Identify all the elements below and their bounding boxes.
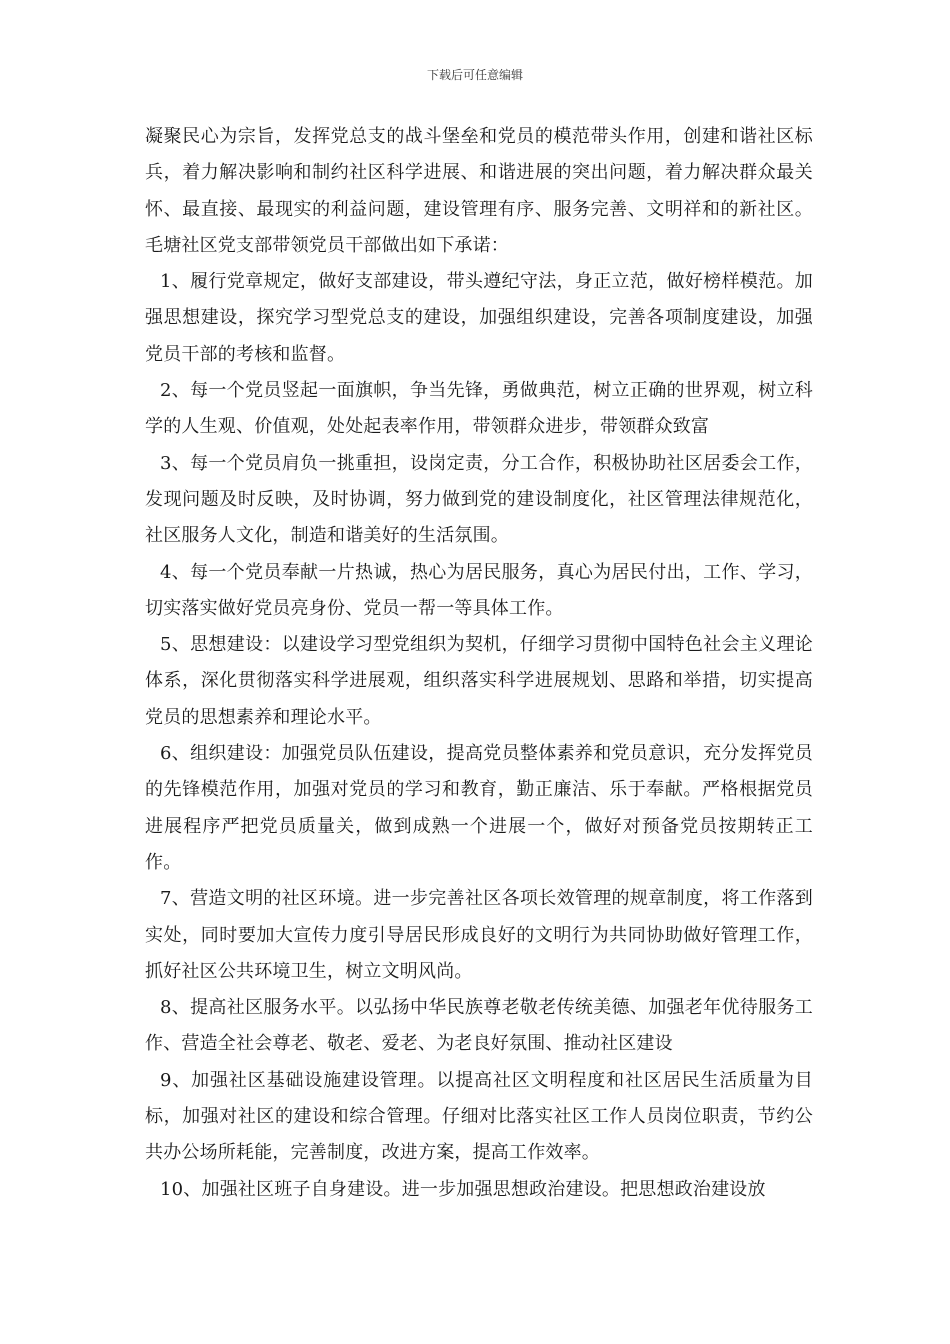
paragraph-item-9: 9、加强社区基础设施建设管理。以提高社区文明程度和社区居民生活质量为目标，加强对社区的建设和综合管理。仔细对比落实社区工作人员岗位职责，节约公共办公场所耗能，完善制度，改进方案，提高工作效率。 xyxy=(145,1069,813,1164)
paragraph-item-8: 8、提高社区服务水平。以弘扬中华民族尊老敬老传统美德、加强老年优待服务工作、营造全社会尊老、敬老、爱老、为老良好氛围、推动社区建设 xyxy=(145,997,813,1055)
paragraph-intro: 凝聚民心为宗旨，发挥党总支的战斗堡垒和党员的模范带头作用，创建和谐社区标兵，着力解决影响和制约社区科学进展、和谐进展的突出问题，着力解决群众最关怀、最直接、最现实的利益问题，建设管理有序、服务完善、文明祥和的新社区。毛塘社区党支部带领党员干部做出如下承诺： xyxy=(145,126,813,256)
page-header: 下载后可任意编辑 xyxy=(426,68,523,82)
paragraph-item-3: 3、每一个党员肩负一挑重担，设岗定责，分工合作，积极协助社区居委会工作，发现问题及时反映，及时协调，努力做到党的建设制度化，社区管理法律规范化，社区服务人文化，制造和谐美好的生活氛围。 xyxy=(145,452,813,547)
paragraph-item-2: 2、每一个党员竖起一面旗帜，争当先锋，勇做典范，树立正确的世界观，树立科学的人生观、价值观，处处起表率作用，带领群众进步，带领群众致富 xyxy=(145,380,813,438)
document-body xyxy=(145,119,813,1208)
paragraph-item-5: 5、思想建设：以建设学习型党组织为契机，仔细学习贯彻中国特色社会主义理论体系，深化贯彻落实科学进展观，组织落实科学进展规划、思路和举措，切实提高党员的思想素养和理论水平。 xyxy=(145,634,813,728)
paragraph-item-10: 10、加强社区班子自身建设。进一步加强思想政治建设。把思想政治建设放 xyxy=(160,1178,766,1200)
paragraph-item-6: 6、组织建设：加强党员队伍建设，提高党员整体素养和党员意识，充分发挥党员的先锋模范作用，加强对党员的学习和教育，勤正廉洁、乐于奉献。严格根据党员进展程序严把党员质量关，做到成熟一个进展一个，做好对预备党员按期转正工作。 xyxy=(145,743,813,873)
paragraph-item-1: 1、履行党章规定，做好支部建设，带头遵纪守法，身正立范，做好榜样模范。加强思想建设，探究学习型党总支的建设，加强组织建设，完善各项制度建设，加强党员干部的考核和监督。 xyxy=(145,271,813,365)
paragraph-item-7: 7、营造文明的社区环境。进一步完善社区各项长效管理的规章制度，将工作落到实处，同时要加大宣传力度引导居民形成良好的文明行为共同协助做好管理工作，抓好社区公共环境卫生，树立文明风尚。 xyxy=(145,888,813,982)
paragraph-item-4: 4、每一个党员奉献一片热诚，热心为居民服务，真心为居民付出，工作、学习，切实落实做好党员亮身份、党员一帮一等具体工作。 xyxy=(145,561,813,619)
